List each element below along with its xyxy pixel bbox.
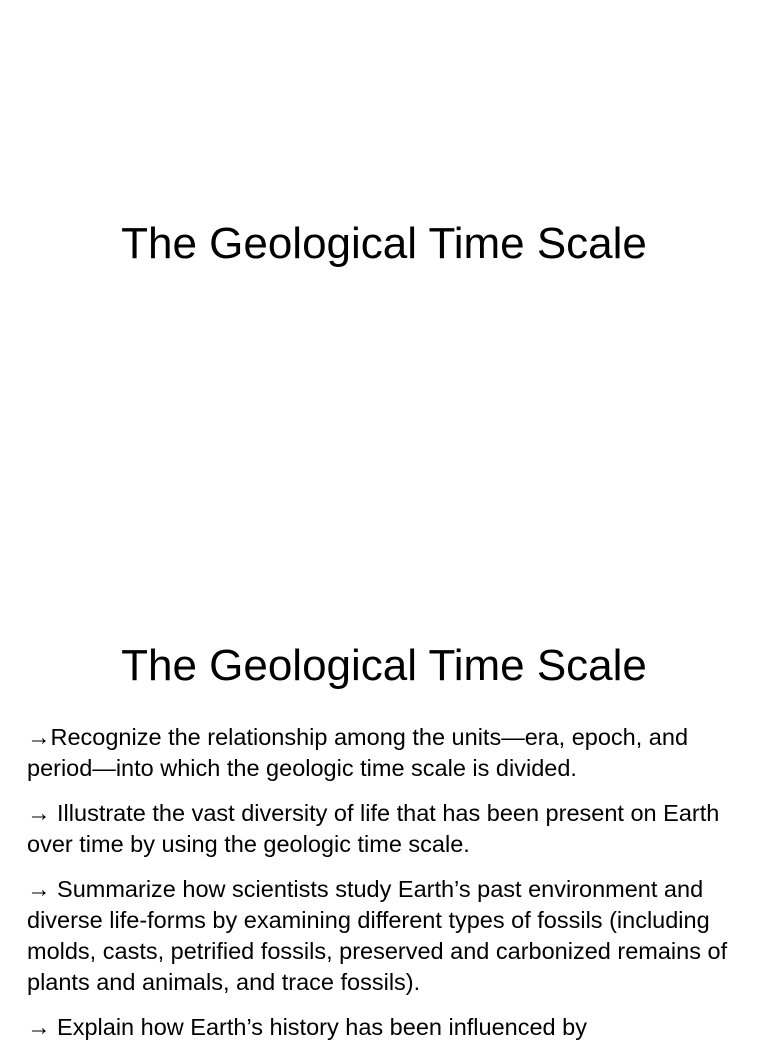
arrow-right-icon: → <box>27 724 51 750</box>
bullet-text: Summarize how scientists study Earth’s past environment and diverse life-forms by examining different types of fossils (including molds, casts, petrified fossils, preserved and carbonized remains of plants and animals, and trace fossils). <box>27 876 728 995</box>
arrow-right-icon: → <box>27 800 51 826</box>
slide-2-title: The Geological Time Scale <box>121 641 647 690</box>
list-item <box>27 722 747 784</box>
list-item <box>27 798 747 860</box>
list-item <box>27 1012 747 1043</box>
objectives-list <box>27 722 747 1057</box>
slide-objectives <box>0 576 768 1040</box>
arrow-right-icon: → <box>27 876 51 902</box>
bullet-text: Recognize the relationship among the units—era, epoch, and period—into which the geologic time scale is divided. <box>27 724 689 781</box>
bullet-text: Explain how Earth’s history has been influenced by <box>50 1014 587 1040</box>
bullet-text: Illustrate the vast diversity of life that has been present on Earth over time by using the geologic time scale. <box>27 800 720 857</box>
arrow-right-icon: → <box>27 1014 51 1040</box>
list-item <box>27 874 747 998</box>
slide-1-title: The Geological Time Scale <box>121 219 647 268</box>
